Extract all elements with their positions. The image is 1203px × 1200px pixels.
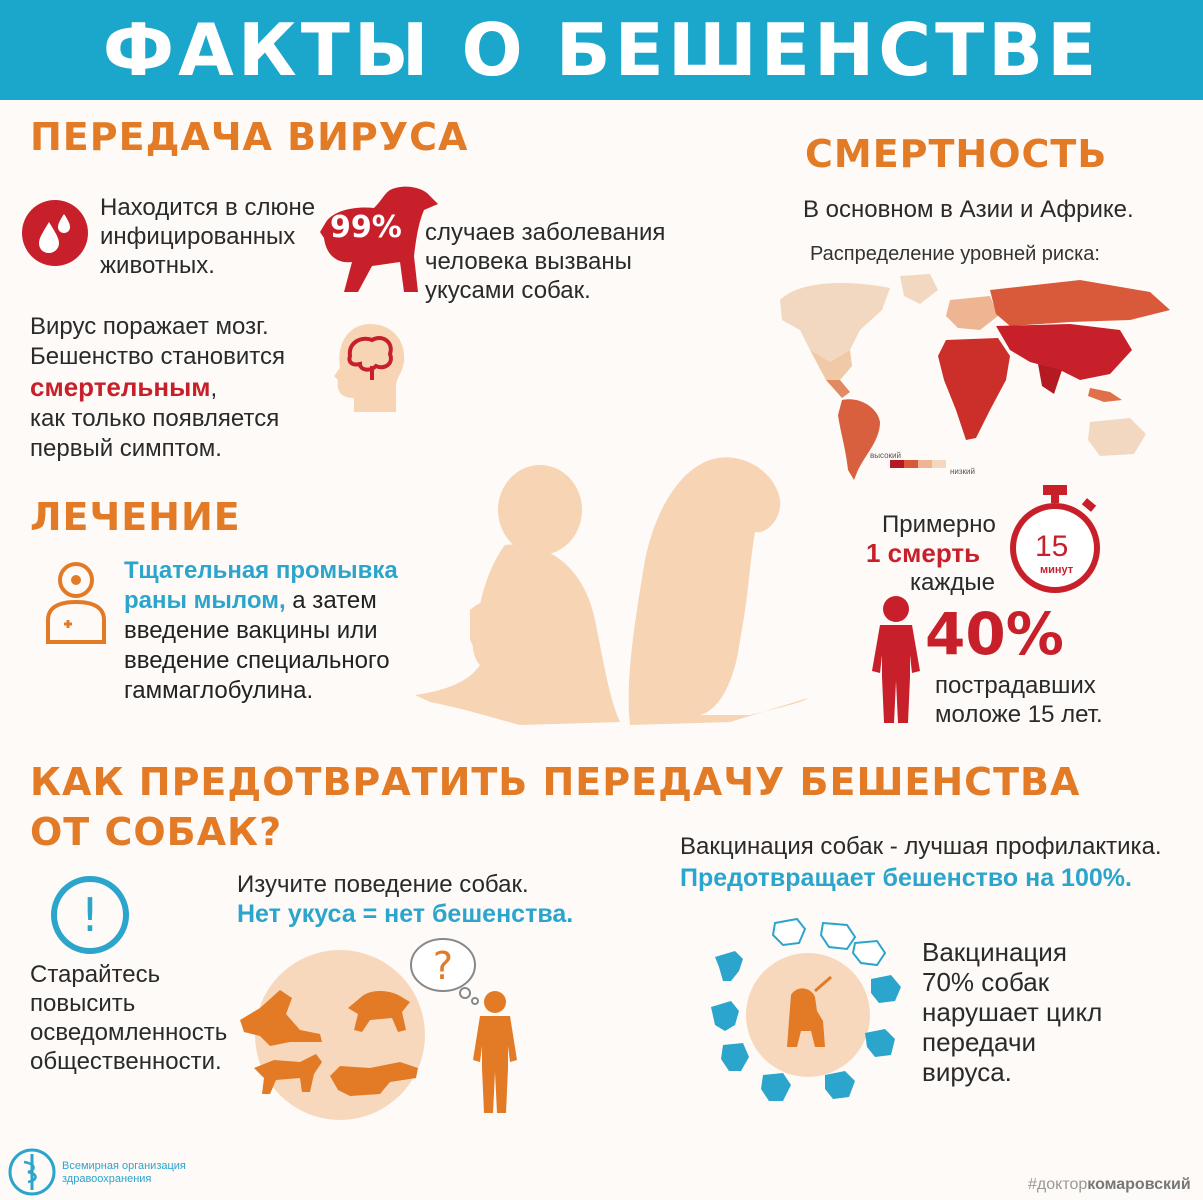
treatment-text <box>124 556 398 706</box>
hashtag <box>1028 1176 1191 1194</box>
no-bite-text: Нет укуса = нет бешенства. <box>237 900 574 928</box>
brain-line: Вирус поражает мозг. <box>30 313 269 340</box>
awareness-line: общественности. <box>30 1048 222 1075</box>
brain-text <box>30 312 285 464</box>
victims-line: пострадавших <box>935 672 1096 699</box>
vacc70-line: вируса. <box>922 1057 1012 1087</box>
awareness-line: осведомленность <box>30 1019 228 1046</box>
saliva-text <box>100 193 315 280</box>
treatment-blue-word: раны мылом, <box>124 587 286 614</box>
dog-icon <box>721 1043 749 1071</box>
who-line: здравоохранения <box>62 1173 152 1185</box>
doctor-icon <box>44 560 108 644</box>
brain-line: первый симптом. <box>30 435 222 462</box>
prevention-heading-line: КАК ПРЕДОТВРАТИТЬ ПЕРЕДАЧУ БЕШЕНСТВА <box>30 760 1081 804</box>
brain-red-word: смертельным <box>30 372 211 402</box>
dog-percent: 99% <box>330 210 402 245</box>
exclamation-mark: ! <box>80 888 100 942</box>
head-brain-icon <box>330 320 410 415</box>
mortality-region: В основном в Азии и Африке. <box>803 196 1134 223</box>
treatment-rest: а затем <box>285 587 377 614</box>
legend-high: высокий <box>870 451 901 460</box>
approx-text: Примерно <box>882 511 996 538</box>
treatment-heading: ЛЕЧЕНИЕ <box>30 495 241 539</box>
dog-stat-text <box>425 218 665 305</box>
treatment-line: введение вакцины или <box>124 617 378 644</box>
dog-icon <box>865 1029 895 1057</box>
dog-icon <box>715 951 743 981</box>
transmission-heading: ПЕРЕДАЧА ВИРУСА <box>30 115 469 159</box>
world-risk-map <box>770 270 1190 495</box>
dog-stat-line: человека вызваны <box>425 248 632 275</box>
who-line: Всемирная организация <box>62 1160 186 1172</box>
awareness-line: Старайтесь <box>30 961 161 988</box>
vacc70-text <box>922 937 1102 1087</box>
dog-icon <box>825 1071 855 1099</box>
vacc-100-text: Предотвращает бешенство на 100%. <box>680 864 1132 892</box>
saliva-line: животных. <box>100 252 215 279</box>
child-icon <box>868 595 924 725</box>
mortality-heading: СМЕРТНОСТЬ <box>805 132 1108 176</box>
brain-comma: , <box>210 375 218 402</box>
victims-line: моложе 15 лет. <box>935 701 1103 728</box>
vacc70-line: 70% собак <box>922 967 1050 997</box>
clock-unit: минут <box>1040 564 1074 576</box>
vacc-best-text: Вакцинация собак - лучшая профилактика. <box>680 833 1162 860</box>
treatment-line: введение специального <box>124 647 390 674</box>
child-orange-icon <box>470 990 520 1115</box>
legend-low: низкий <box>950 467 975 476</box>
saliva-line: инфицированных <box>100 223 296 250</box>
percent-40: 40% <box>925 600 1064 668</box>
who-logo-icon <box>8 1148 56 1196</box>
vacc70-line: Вакцинация <box>922 937 1067 967</box>
hashtag-bold: комаровский <box>1087 1176 1191 1193</box>
exclamation-icon <box>50 875 130 955</box>
saliva-line: Находится в слюне <box>100 194 316 221</box>
dog-icon <box>853 941 885 965</box>
vacc70-line: передачи <box>922 1027 1037 1057</box>
drop-icon <box>20 198 90 268</box>
brain-line: Бешенство становится <box>30 343 285 370</box>
hashtag-prefix: #доктор <box>1028 1176 1088 1193</box>
one-death-text: 1 смерть <box>866 538 981 568</box>
question-mark: ? <box>432 944 454 988</box>
treatment-blue-line: Тщательная промывка <box>124 557 398 584</box>
dog-icon <box>761 1073 791 1101</box>
dog-icon <box>711 1001 739 1031</box>
map-caption: Распределение уровней риска: <box>810 243 1100 265</box>
clock-number: 15 <box>1035 530 1069 563</box>
victims-text <box>935 671 1103 729</box>
dog-icon <box>821 923 855 949</box>
boy-dog-silhouette <box>410 440 810 730</box>
vaccinated-dogs-illustration <box>705 915 910 1110</box>
dog-stat-line: укусами собак. <box>425 277 591 304</box>
study-text: Изучите поведение собак. <box>237 871 529 898</box>
page-title: ФАКТЫ О БЕШЕНСТВЕ <box>0 0 1203 100</box>
treatment-line: гаммаглобулина. <box>124 677 314 704</box>
dog-stat-line: случаев заболевания <box>425 219 666 246</box>
awareness-text <box>30 960 227 1076</box>
prevention-heading-line: ОТ СОБАК? <box>30 810 283 854</box>
every-text: каждые <box>910 569 996 596</box>
dog-icon <box>773 919 805 945</box>
vacc70-line: нарушает цикл <box>922 997 1103 1027</box>
brain-line: как только появляется <box>30 405 280 432</box>
dog-icon <box>871 975 901 1003</box>
awareness-line: повысить <box>30 990 136 1017</box>
who-name <box>62 1160 186 1186</box>
